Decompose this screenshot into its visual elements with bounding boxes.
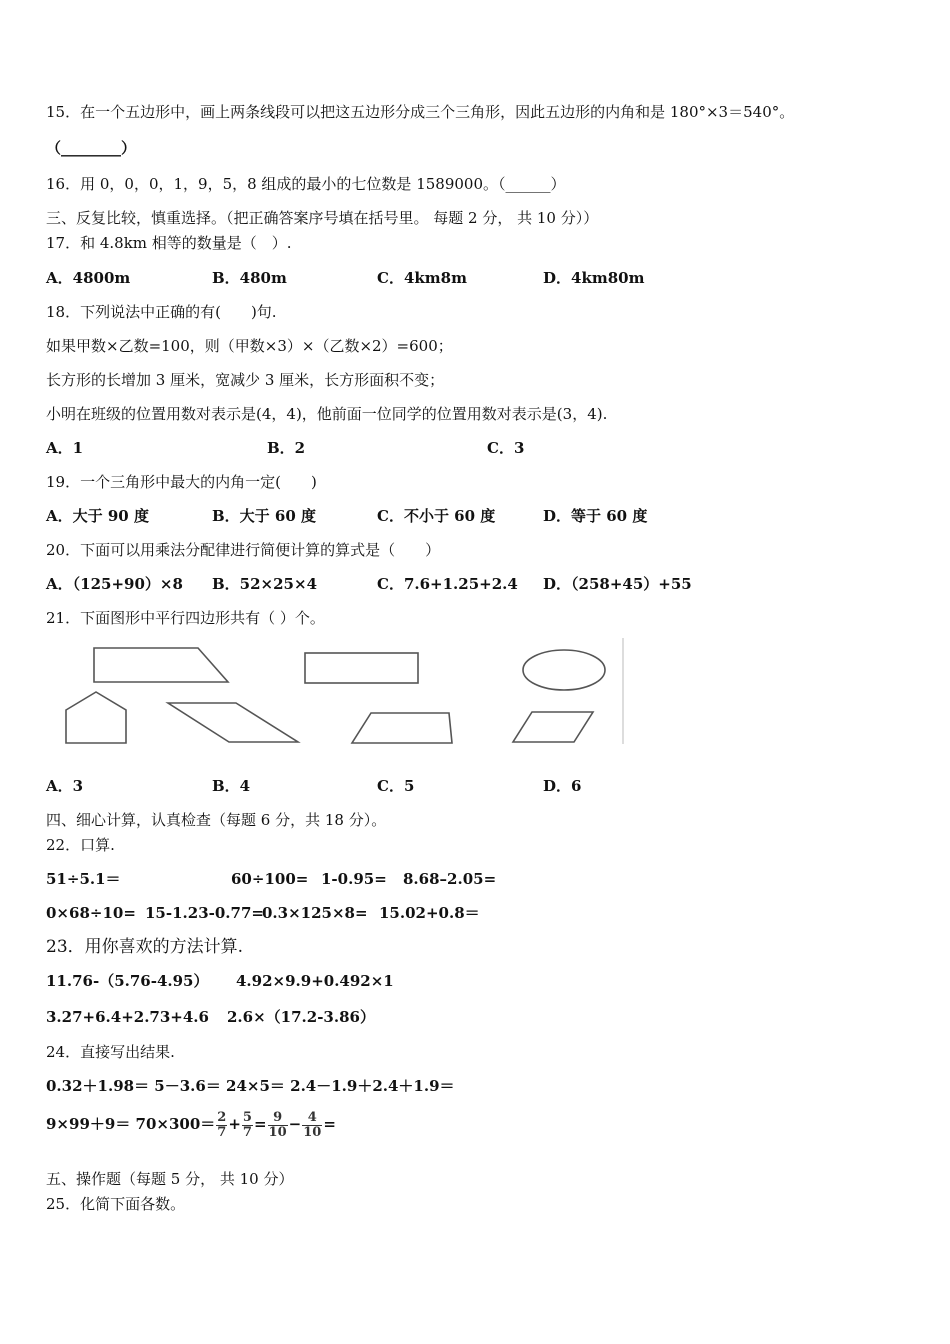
q17-option-c[interactable]: C．4km8m bbox=[377, 269, 467, 287]
q17-text: 17．和 4.8km 相等的数量是（ ）. bbox=[46, 234, 292, 252]
q16-text: 16．用 0，0，0，1，9，5，8 组成的最小的七位数是 1589000。（______） bbox=[46, 175, 566, 193]
trapezoid-shape bbox=[94, 648, 228, 682]
q22-calc-8: 15.02+0.8＝ bbox=[379, 904, 480, 922]
q15-answer-blank[interactable]: （________） bbox=[46, 139, 137, 157]
section3-heading: 三、反复比较，慎重选择。（把正确答案序号填在括号里。 每题 2 分， 共 10 分）） bbox=[46, 209, 599, 227]
fraction-numerator: 4 bbox=[302, 1111, 322, 1126]
fraction-denominator: 7 bbox=[242, 1124, 252, 1140]
q24-row-2-prefix: 9×99＋9＝ 70×300＝ bbox=[46, 1115, 216, 1133]
fraction-denominator: 10 bbox=[303, 1124, 322, 1140]
fraction-5-7 bbox=[242, 1111, 253, 1140]
q18-option-a[interactable]: A．1 bbox=[46, 439, 84, 457]
q25-text: 25．化简下面各数。 bbox=[46, 1195, 186, 1213]
q22-calc-5: 0×68÷10= bbox=[46, 904, 136, 922]
fraction-denominator: 10 bbox=[268, 1124, 287, 1140]
fraction-denominator: 7 bbox=[217, 1124, 227, 1140]
q18-text: 18．下列说法中正确的有( )句. bbox=[46, 303, 277, 321]
fraction-numerator: 9 bbox=[268, 1111, 288, 1126]
equals-sign: = bbox=[253, 1115, 267, 1133]
q18-statement-3: 小明在班级的位置用数对表示是(4，4)，他前面一位同学的位置用数对表示是(3，4). bbox=[46, 405, 608, 423]
q23-calc-4: 2.6×（17.2-3.86） bbox=[227, 1008, 375, 1026]
section5-heading: 五、操作题（每题 5 分， 共 10 分） bbox=[46, 1170, 294, 1188]
q15-text: 15．在一个五边形中，画上两条线段可以把这五边形分成三个三角形，因此五边形的内角和是 180°×3＝540°。 bbox=[46, 103, 795, 121]
q24-row-1: 0.32＋1.98＝ 5－3.6＝ 24×5＝ 2.4－1.9＋2.4＋1.9＝ bbox=[46, 1077, 455, 1095]
fraction-numerator: 5 bbox=[242, 1109, 252, 1125]
q20-option-b[interactable]: B．52×25×4 bbox=[212, 575, 318, 593]
q21-text: 21．下面图形中平行四边形共有（ ）个。 bbox=[46, 609, 325, 627]
q22-text: 22．口算. bbox=[46, 836, 115, 854]
q17-option-d[interactable]: D．4km80m bbox=[543, 269, 645, 287]
q23-calc-2: 4.92×9.9+0.492×1 bbox=[236, 972, 394, 990]
q19-option-b[interactable]: B．大于 60 度 bbox=[212, 507, 316, 525]
q18-option-b[interactable]: B．2 bbox=[267, 439, 306, 457]
q21-option-a[interactable]: A．3 bbox=[46, 777, 84, 795]
q17-option-a[interactable]: A．4800m bbox=[46, 269, 131, 287]
q22-calc-4: 8.68–2.05= bbox=[403, 870, 497, 888]
trapezoid-shape-2 bbox=[352, 713, 452, 743]
fraction-numerator: 2 bbox=[217, 1109, 227, 1125]
plus-sign: + bbox=[228, 1115, 241, 1133]
q22-calc-7: 0.3×125×8= bbox=[262, 904, 368, 922]
q22-calc-6: 15-1.23-0.77= bbox=[145, 904, 264, 922]
q21-shapes-figure bbox=[46, 636, 636, 752]
pentagon-shape bbox=[66, 692, 126, 743]
parallelogram-shape-2 bbox=[513, 712, 593, 742]
q18-statement-1: 如果甲数×乙数=100，则（甲数×3）×（乙数×2）=600； bbox=[46, 337, 453, 355]
q19-option-c[interactable]: C．不小于 60 度 bbox=[377, 507, 496, 525]
equals-sign: = bbox=[323, 1115, 336, 1133]
section4-heading: 四、细心计算，认真检查（每题 6 分，共 18 分）。 bbox=[46, 811, 387, 829]
q22-calc-1: 51÷5.1＝ bbox=[46, 870, 121, 888]
q19-option-d[interactable]: D．等于 60 度 bbox=[543, 507, 648, 525]
fraction-4-10 bbox=[302, 1111, 322, 1140]
q17-option-b[interactable]: B．480m bbox=[212, 269, 287, 287]
fraction-9-10 bbox=[268, 1111, 288, 1140]
q22-calc-3: 1-0.95= bbox=[321, 870, 387, 888]
q23-calc-1: 11.76-（5.76-4.95） bbox=[46, 972, 209, 990]
minus-sign: − bbox=[288, 1115, 302, 1133]
q21-option-b[interactable]: B．4 bbox=[212, 777, 251, 795]
q20-text: 20．下面可以用乘法分配律进行简便计算的算式是（ ） bbox=[46, 541, 441, 559]
fraction-2-7 bbox=[216, 1111, 227, 1140]
q24-row-2 bbox=[46, 1106, 336, 1142]
rectangle-shape bbox=[305, 653, 418, 683]
q19-text: 19．一个三角形中最大的内角一定( ) bbox=[46, 473, 317, 491]
q24-text: 24．直接写出结果. bbox=[46, 1043, 175, 1061]
q18-statement-2: 长方形的长增加 3 厘米，宽减少 3 厘米，长方形面积不变； bbox=[46, 371, 445, 389]
q18-option-c[interactable]: C．3 bbox=[487, 439, 525, 457]
q20-option-a[interactable]: A．（125+90）×8 bbox=[46, 575, 183, 593]
q21-option-c[interactable]: C．5 bbox=[377, 777, 415, 795]
q20-option-c[interactable]: C．7.6+1.25+2.4 bbox=[377, 575, 518, 593]
parallelogram-shape-1 bbox=[168, 703, 298, 742]
q19-option-a[interactable]: A．大于 90 度 bbox=[46, 507, 149, 525]
q22-calc-2: 60÷100= bbox=[231, 870, 309, 888]
q23-calc-3: 3.27+6.4+2.73+4.6 bbox=[46, 1008, 209, 1026]
q23-text: 23．用你喜欢的方法计算. bbox=[46, 937, 244, 957]
q21-option-d[interactable]: D．6 bbox=[543, 777, 582, 795]
q20-option-d[interactable]: D．（258+45）+55 bbox=[543, 575, 692, 593]
ellipse-shape bbox=[523, 650, 605, 690]
